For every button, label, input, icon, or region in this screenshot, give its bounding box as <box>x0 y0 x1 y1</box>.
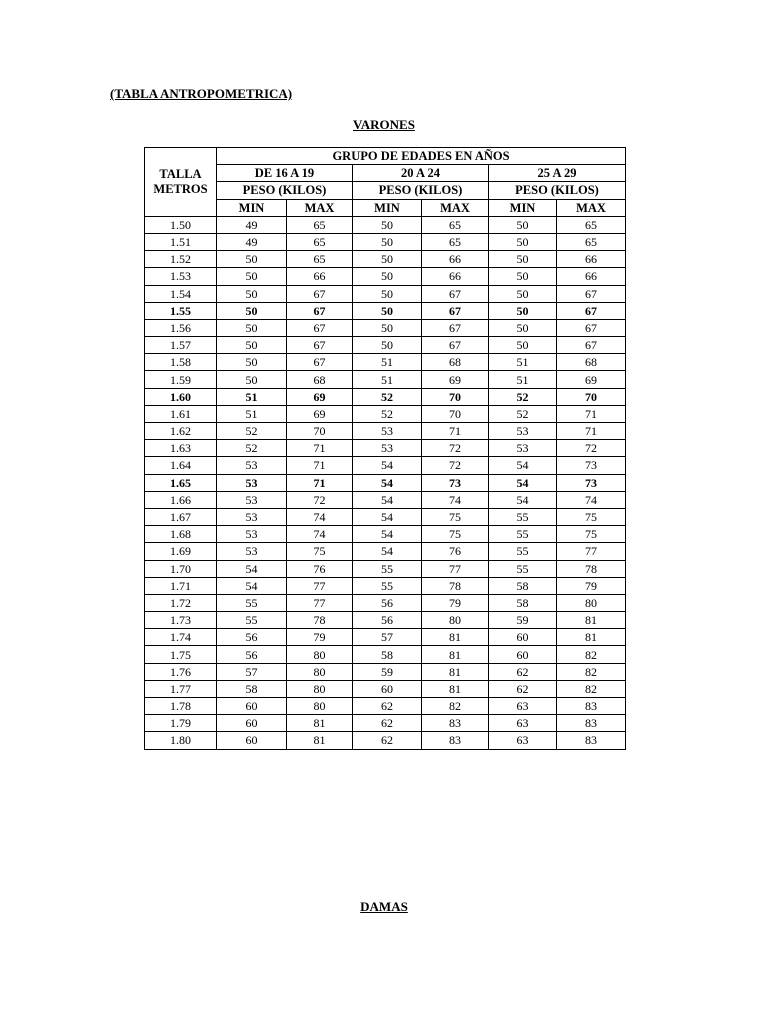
table-row <box>145 732 626 749</box>
min-weight-cell: 50 <box>353 216 422 233</box>
max-weight-cell: 80 <box>287 663 353 680</box>
min-weight-cell: 59 <box>353 663 422 680</box>
min-weight-cell: 54 <box>489 457 557 474</box>
min-weight-cell: 50 <box>489 337 557 354</box>
min-header: MIN <box>489 199 557 216</box>
min-weight-cell: 50 <box>489 251 557 268</box>
min-weight-cell: 54 <box>353 457 422 474</box>
min-weight-cell: 62 <box>353 715 422 732</box>
max-weight-cell: 75 <box>287 543 353 560</box>
max-weight-cell: 67 <box>287 354 353 371</box>
max-header: MAX <box>287 199 353 216</box>
max-weight-cell: 83 <box>557 732 626 749</box>
talla-cell: 1.62 <box>145 423 217 440</box>
talla-cell: 1.80 <box>145 732 217 749</box>
max-weight-cell: 72 <box>422 457 489 474</box>
table-row <box>145 337 626 354</box>
max-weight-cell: 76 <box>422 543 489 560</box>
min-weight-cell: 53 <box>217 526 287 543</box>
max-weight-cell: 70 <box>557 388 626 405</box>
min-weight-cell: 53 <box>217 508 287 525</box>
min-weight-cell: 62 <box>353 698 422 715</box>
max-weight-cell: 82 <box>557 646 626 663</box>
max-weight-cell: 79 <box>557 577 626 594</box>
min-weight-cell: 50 <box>353 285 422 302</box>
min-weight-cell: 50 <box>489 285 557 302</box>
min-weight-cell: 53 <box>489 423 557 440</box>
max-weight-cell: 68 <box>557 354 626 371</box>
talla-cell: 1.51 <box>145 233 217 250</box>
max-weight-cell: 83 <box>422 715 489 732</box>
table-row <box>145 371 626 388</box>
max-weight-cell: 67 <box>422 337 489 354</box>
max-weight-cell: 81 <box>422 663 489 680</box>
max-weight-cell: 66 <box>287 268 353 285</box>
max-weight-cell: 78 <box>422 577 489 594</box>
max-weight-cell: 72 <box>422 440 489 457</box>
min-weight-cell: 52 <box>353 405 422 422</box>
max-weight-cell: 75 <box>422 508 489 525</box>
max-weight-cell: 67 <box>422 285 489 302</box>
max-weight-cell: 66 <box>557 251 626 268</box>
max-weight-cell: 78 <box>287 612 353 629</box>
max-weight-cell: 67 <box>557 302 626 319</box>
max-weight-cell: 80 <box>287 680 353 697</box>
min-weight-cell: 55 <box>353 560 422 577</box>
min-weight-cell: 55 <box>217 594 287 611</box>
max-weight-cell: 69 <box>287 388 353 405</box>
min-weight-cell: 63 <box>489 715 557 732</box>
min-weight-cell: 54 <box>217 577 287 594</box>
min-weight-cell: 63 <box>489 732 557 749</box>
min-weight-cell: 55 <box>489 526 557 543</box>
talla-cell: 1.65 <box>145 474 217 491</box>
document-title: (TABLA ANTROPOMETRICA) <box>110 86 293 101</box>
min-weight-cell: 52 <box>353 388 422 405</box>
min-weight-cell: 53 <box>217 474 287 491</box>
talla-cell: 1.52 <box>145 251 217 268</box>
table-row <box>145 594 626 611</box>
anthropometric-table <box>144 147 626 750</box>
table-row <box>145 457 626 474</box>
max-weight-cell: 66 <box>422 251 489 268</box>
talla-cell: 1.59 <box>145 371 217 388</box>
max-weight-cell: 67 <box>557 319 626 336</box>
min-weight-cell: 50 <box>353 302 422 319</box>
talla-cell: 1.75 <box>145 646 217 663</box>
min-weight-cell: 56 <box>217 646 287 663</box>
talla-cell: 1.71 <box>145 577 217 594</box>
min-weight-cell: 50 <box>217 337 287 354</box>
talla-cell: 1.74 <box>145 629 217 646</box>
max-weight-cell: 70 <box>422 405 489 422</box>
table-row <box>145 405 626 422</box>
min-weight-cell: 62 <box>489 680 557 697</box>
min-weight-cell: 60 <box>353 680 422 697</box>
min-weight-cell: 56 <box>353 612 422 629</box>
min-weight-cell: 51 <box>217 405 287 422</box>
talla-cell: 1.56 <box>145 319 217 336</box>
max-header: MAX <box>557 199 626 216</box>
age-group-header: GRUPO DE EDADES EN AÑOS <box>217 148 626 165</box>
table-row <box>145 302 626 319</box>
min-weight-cell: 50 <box>489 319 557 336</box>
talla-cell: 1.54 <box>145 285 217 302</box>
max-weight-cell: 79 <box>287 629 353 646</box>
age-group-label: 20 A 24 <box>353 165 489 182</box>
min-weight-cell: 60 <box>489 646 557 663</box>
talla-cell: 1.72 <box>145 594 217 611</box>
min-weight-cell: 58 <box>217 680 287 697</box>
talla-cell: 1.60 <box>145 388 217 405</box>
max-weight-cell: 80 <box>287 698 353 715</box>
min-weight-cell: 54 <box>217 560 287 577</box>
max-weight-cell: 72 <box>287 491 353 508</box>
table-row <box>145 560 626 577</box>
min-weight-cell: 51 <box>353 371 422 388</box>
table-row <box>145 663 626 680</box>
max-weight-cell: 73 <box>422 474 489 491</box>
min-weight-cell: 54 <box>353 491 422 508</box>
max-weight-cell: 71 <box>287 474 353 491</box>
weight-header: PESO (KILOS) <box>217 182 353 199</box>
table-body <box>145 216 626 749</box>
max-weight-cell: 74 <box>287 526 353 543</box>
max-weight-cell: 77 <box>287 577 353 594</box>
max-weight-cell: 69 <box>557 371 626 388</box>
min-weight-cell: 50 <box>353 251 422 268</box>
table-row <box>145 440 626 457</box>
min-weight-cell: 50 <box>217 285 287 302</box>
talla-cell: 1.67 <box>145 508 217 525</box>
min-weight-cell: 54 <box>353 543 422 560</box>
min-weight-cell: 51 <box>353 354 422 371</box>
min-weight-cell: 53 <box>217 457 287 474</box>
max-weight-cell: 66 <box>557 268 626 285</box>
talla-cell: 1.70 <box>145 560 217 577</box>
max-weight-cell: 82 <box>422 698 489 715</box>
min-weight-cell: 55 <box>489 508 557 525</box>
max-weight-cell: 65 <box>287 216 353 233</box>
min-header: MIN <box>217 199 287 216</box>
table-row <box>145 698 626 715</box>
max-weight-cell: 65 <box>287 233 353 250</box>
talla-cell: 1.69 <box>145 543 217 560</box>
talla-cell: 1.50 <box>145 216 217 233</box>
talla-cell: 1.78 <box>145 698 217 715</box>
max-weight-cell: 67 <box>422 302 489 319</box>
max-weight-cell: 67 <box>287 337 353 354</box>
min-weight-cell: 52 <box>217 423 287 440</box>
max-weight-cell: 83 <box>557 698 626 715</box>
min-weight-cell: 56 <box>353 594 422 611</box>
talla-header-line1: TALLA <box>159 166 202 181</box>
max-weight-cell: 80 <box>557 594 626 611</box>
table-row <box>145 319 626 336</box>
min-weight-cell: 60 <box>217 698 287 715</box>
table-row <box>145 233 626 250</box>
max-weight-cell: 71 <box>557 423 626 440</box>
max-weight-cell: 74 <box>422 491 489 508</box>
table-row <box>145 629 626 646</box>
talla-cell: 1.73 <box>145 612 217 629</box>
max-weight-cell: 71 <box>287 440 353 457</box>
max-weight-cell: 81 <box>557 612 626 629</box>
talla-cell: 1.55 <box>145 302 217 319</box>
max-weight-cell: 82 <box>557 680 626 697</box>
max-weight-cell: 81 <box>557 629 626 646</box>
table-row <box>145 526 626 543</box>
min-weight-cell: 50 <box>217 371 287 388</box>
max-weight-cell: 76 <box>287 560 353 577</box>
min-weight-cell: 63 <box>489 698 557 715</box>
max-weight-cell: 73 <box>557 457 626 474</box>
table-row <box>145 508 626 525</box>
min-weight-cell: 60 <box>217 715 287 732</box>
max-weight-cell: 65 <box>287 251 353 268</box>
min-weight-cell: 49 <box>217 216 287 233</box>
max-weight-cell: 77 <box>422 560 489 577</box>
min-weight-cell: 50 <box>217 268 287 285</box>
max-weight-cell: 77 <box>287 594 353 611</box>
max-weight-cell: 65 <box>422 216 489 233</box>
min-weight-cell: 58 <box>353 646 422 663</box>
age-group-label: DE 16 A 19 <box>217 165 353 182</box>
max-weight-cell: 78 <box>557 560 626 577</box>
max-weight-cell: 73 <box>557 474 626 491</box>
max-weight-cell: 70 <box>287 423 353 440</box>
min-weight-cell: 52 <box>217 440 287 457</box>
min-weight-cell: 50 <box>489 233 557 250</box>
age-group-label: 25 A 29 <box>489 165 626 182</box>
table-row <box>145 388 626 405</box>
max-weight-cell: 82 <box>557 663 626 680</box>
max-weight-cell: 68 <box>422 354 489 371</box>
talla-cell: 1.76 <box>145 663 217 680</box>
min-weight-cell: 53 <box>217 543 287 560</box>
min-weight-cell: 51 <box>489 371 557 388</box>
max-weight-cell: 75 <box>422 526 489 543</box>
table-row <box>145 354 626 371</box>
min-weight-cell: 55 <box>489 543 557 560</box>
talla-cell: 1.53 <box>145 268 217 285</box>
max-weight-cell: 65 <box>557 216 626 233</box>
min-weight-cell: 59 <box>489 612 557 629</box>
min-weight-cell: 50 <box>217 302 287 319</box>
max-weight-cell: 65 <box>557 233 626 250</box>
min-weight-cell: 56 <box>217 629 287 646</box>
min-weight-cell: 50 <box>353 319 422 336</box>
min-weight-cell: 50 <box>217 354 287 371</box>
min-header: MIN <box>353 199 422 216</box>
max-weight-cell: 79 <box>422 594 489 611</box>
min-weight-cell: 53 <box>489 440 557 457</box>
table-row <box>145 543 626 560</box>
max-weight-cell: 70 <box>422 388 489 405</box>
max-weight-cell: 80 <box>422 612 489 629</box>
max-weight-cell: 81 <box>287 732 353 749</box>
talla-cell: 1.61 <box>145 405 217 422</box>
min-weight-cell: 52 <box>489 388 557 405</box>
max-weight-cell: 69 <box>287 405 353 422</box>
max-weight-cell: 67 <box>287 285 353 302</box>
table-row <box>145 577 626 594</box>
table-row <box>145 268 626 285</box>
section-title-damas: DAMAS <box>360 899 408 914</box>
min-weight-cell: 57 <box>217 663 287 680</box>
min-weight-cell: 50 <box>353 337 422 354</box>
table-row <box>145 285 626 302</box>
max-weight-cell: 81 <box>287 715 353 732</box>
max-weight-cell: 81 <box>422 646 489 663</box>
min-weight-cell: 58 <box>489 594 557 611</box>
talla-cell: 1.77 <box>145 680 217 697</box>
max-weight-cell: 68 <box>287 371 353 388</box>
max-weight-cell: 71 <box>422 423 489 440</box>
max-weight-cell: 71 <box>557 405 626 422</box>
max-weight-cell: 67 <box>422 319 489 336</box>
min-weight-cell: 52 <box>489 405 557 422</box>
max-weight-cell: 74 <box>287 508 353 525</box>
min-weight-cell: 50 <box>489 302 557 319</box>
min-weight-cell: 60 <box>489 629 557 646</box>
talla-cell: 1.66 <box>145 491 217 508</box>
talla-cell: 1.57 <box>145 337 217 354</box>
min-weight-cell: 62 <box>489 663 557 680</box>
min-weight-cell: 54 <box>353 474 422 491</box>
min-weight-cell: 50 <box>489 216 557 233</box>
min-weight-cell: 50 <box>217 251 287 268</box>
max-weight-cell: 69 <box>422 371 489 388</box>
talla-cell: 1.63 <box>145 440 217 457</box>
min-weight-cell: 54 <box>489 474 557 491</box>
max-weight-cell: 81 <box>422 629 489 646</box>
min-weight-cell: 55 <box>217 612 287 629</box>
min-weight-cell: 51 <box>217 388 287 405</box>
max-weight-cell: 66 <box>422 268 489 285</box>
max-weight-cell: 75 <box>557 508 626 525</box>
min-weight-cell: 54 <box>489 491 557 508</box>
min-weight-cell: 54 <box>353 508 422 525</box>
talla-cell: 1.79 <box>145 715 217 732</box>
max-weight-cell: 71 <box>287 457 353 474</box>
min-weight-cell: 50 <box>217 319 287 336</box>
weight-header: PESO (KILOS) <box>353 182 489 199</box>
talla-cell: 1.68 <box>145 526 217 543</box>
min-weight-cell: 50 <box>353 268 422 285</box>
weight-header: PESO (KILOS) <box>489 182 626 199</box>
min-weight-cell: 53 <box>217 491 287 508</box>
section-title-varones: VARONES <box>353 117 415 132</box>
min-weight-cell: 51 <box>489 354 557 371</box>
max-weight-cell: 67 <box>287 319 353 336</box>
talla-header <box>145 148 217 217</box>
max-weight-cell: 80 <box>287 646 353 663</box>
table-row <box>145 491 626 508</box>
table-row <box>145 423 626 440</box>
max-weight-cell: 65 <box>422 233 489 250</box>
min-weight-cell: 53 <box>353 440 422 457</box>
min-weight-cell: 57 <box>353 629 422 646</box>
table-row <box>145 216 626 233</box>
min-weight-cell: 60 <box>217 732 287 749</box>
min-weight-cell: 62 <box>353 732 422 749</box>
max-weight-cell: 81 <box>422 680 489 697</box>
min-weight-cell: 50 <box>489 268 557 285</box>
min-weight-cell: 55 <box>353 577 422 594</box>
max-weight-cell: 67 <box>557 285 626 302</box>
max-weight-cell: 75 <box>557 526 626 543</box>
max-weight-cell: 72 <box>557 440 626 457</box>
min-weight-cell: 50 <box>353 233 422 250</box>
max-header: MAX <box>422 199 489 216</box>
min-weight-cell: 53 <box>353 423 422 440</box>
table-row <box>145 251 626 268</box>
min-weight-cell: 55 <box>489 560 557 577</box>
max-weight-cell: 83 <box>557 715 626 732</box>
talla-cell: 1.58 <box>145 354 217 371</box>
table-row <box>145 612 626 629</box>
min-weight-cell: 49 <box>217 233 287 250</box>
max-weight-cell: 77 <box>557 543 626 560</box>
talla-cell: 1.64 <box>145 457 217 474</box>
talla-header-line2: METROS <box>153 181 208 196</box>
table-row <box>145 680 626 697</box>
max-weight-cell: 67 <box>287 302 353 319</box>
min-weight-cell: 54 <box>353 526 422 543</box>
table-row <box>145 715 626 732</box>
table-row <box>145 474 626 491</box>
max-weight-cell: 67 <box>557 337 626 354</box>
max-weight-cell: 74 <box>557 491 626 508</box>
max-weight-cell: 83 <box>422 732 489 749</box>
table-row <box>145 646 626 663</box>
min-weight-cell: 58 <box>489 577 557 594</box>
